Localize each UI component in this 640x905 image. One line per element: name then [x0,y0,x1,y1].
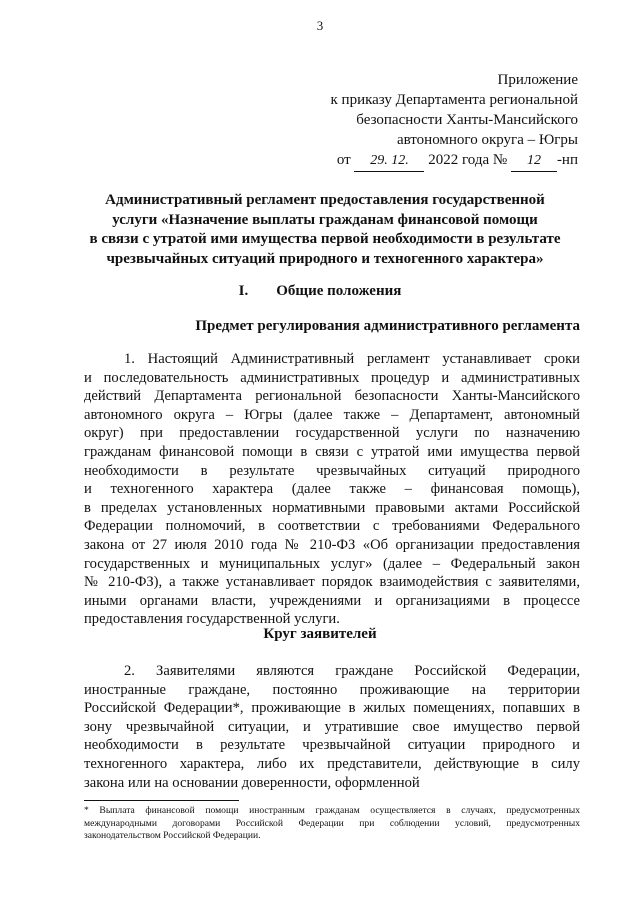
handwritten-number: 12 [511,151,557,172]
document-title [70,191,580,269]
title-line-4: чрезвычайных ситуаций природного и техногенного характера» [106,250,544,267]
text-line: иностранные граждане, постоянно проживающие на территории [84,681,580,698]
subsection-heading-subject: Предмет регулирования административного регламента [195,318,580,334]
text-line: округ) при предоставлении государственной услуги по назначению [84,425,580,442]
number-suffix: -нп [556,152,578,168]
page-number: 3 [316,18,324,33]
appendix-block [278,70,578,172]
section-number: I. [238,283,249,299]
title-line-3: в связи с утратой ими имущества первой необходимости в результате [89,231,561,247]
handwritten-date: 29. 12. [354,151,424,172]
text-line: закона или на основании доверенности, оформленной [84,774,420,791]
section-title: Общие положения [276,283,402,299]
appendix-line-3: безопасности Ханты-Мансийского [356,112,578,128]
appendix-line-2: к приказу Департамента региональной [330,92,578,108]
text-line: действий Департамента региональной безопасности Ханты-Мансийского [84,388,580,405]
text-line: * Выплата финансовой помощи иностранным гражданам осуществляется в случаях, предусмотренных [84,805,580,816]
subsection-heading-applicants: Круг заявителей [263,626,377,642]
text-line: № 210-ФЗ), а также устанавливает порядок взаимодействия с заявителями, [84,574,580,591]
text-line: государственных и муниципальных услуг» (далее – Федеральный закон [84,555,580,572]
title-line-2: услуги «Назначение выплаты гражданам финансовой помощи [112,211,538,228]
text-line: закона от 27 июля 2010 года № 210-ФЗ «Об организации предоставления [84,536,580,553]
title-line-1: Административный регламент предоставления государственной [105,192,545,208]
text-line: зону чрезвычайной ситуации, и утратившие свое имущество первой [84,718,580,735]
text-line: необходимости в результате чрезвычайных ситуаций природного [84,462,580,479]
appendix-date-line [278,150,578,172]
text-line: автономного округа – Югры (далее также – Департамент, автономный [84,406,580,423]
footnote-divider [84,800,239,801]
text-line: законодательством Российской Федерации. [84,830,261,841]
paragraph-1 [84,350,580,629]
text-line: в пределах установленных нормативными правовыми актами Российской [84,499,580,516]
text-line: техногенного характера, либо их представители, действующие в силу [84,755,580,772]
text-line: предоставления государственной услуги. [84,611,340,628]
date-prefix: от [336,152,351,168]
appendix-line-1: Приложение [497,72,578,88]
text-line: 2. Заявителями являются граждане Российской Федерации, [124,663,580,679]
text-line: иными органами власти, учреждениями и организациями в процессе [84,592,580,609]
appendix-line-4: автономного округа – Югры [396,132,578,148]
text-line: гражданам финансовой помощи в связи с утратой ими имущества первой [84,443,580,460]
text-line: Федерации полномочий, в соответствии с требованиями Федерального [84,518,580,535]
text-line: и последовательность административных процедур и административных [84,369,580,386]
text-line: и техногенного характера (далее также – финансовая помощь), [84,481,580,498]
text-line: 1. Настоящий Административный регламент устанавливает сроки [124,351,580,367]
text-line: Российской Федерации*, проживающие в жилых помещениях, попавших в [84,700,580,717]
text-line: международными договорами Российской Федерации при соблюдении условий, предусмотренных [84,817,580,829]
section-heading [0,283,640,300]
footnote [84,805,580,843]
year-text: 2022 года № [428,152,508,168]
text-line: необходимости в результате чрезвычайной ситуации природного и [84,737,580,754]
paragraph-2 [84,662,580,792]
